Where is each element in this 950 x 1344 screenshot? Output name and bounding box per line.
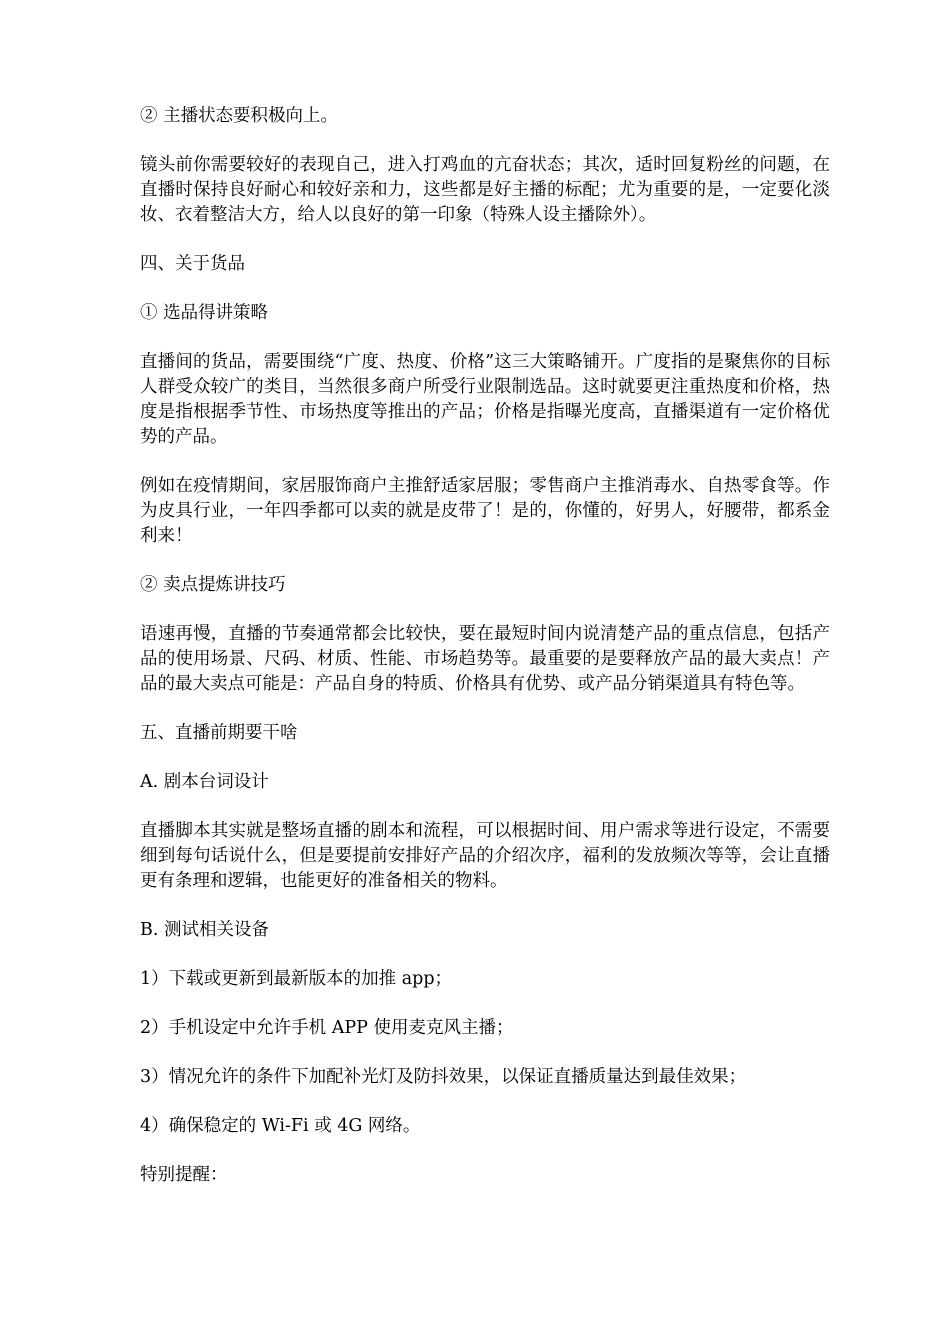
subheading-host-attitude: ② 主播状态要积极向上。 bbox=[140, 106, 339, 126]
section-heading-preparation: 五、直播前期要干啥 bbox=[140, 723, 298, 743]
subheading-script-design: A. 剧本台词设计 bbox=[140, 772, 269, 792]
list-item-download-app: 1）下载或更新到最新版本的加推 app； bbox=[140, 969, 453, 989]
paragraph-selling-points: 语速再慢，直播的节奏通常都会比较快，要在最短时间内说清楚产品的重点信息，包括产品的使用场景、尺码、材质、性能、市场趋势等。最重要的是要释放产品的最大卖点！产品的最大卖点可能是：产品自身的特质、价格具有优势、或产品分销渠道具有特色等。 bbox=[140, 624, 830, 694]
paragraph-selection-example: 例如在疫情期间，家居服饰商户主推舒适家居服；零售商户主推消毒水、自热零食等。作为皮具行业，一年四季都可以卖的就是皮带了！是的，你懂的，好男人，好腰带，都系金利来！ bbox=[140, 476, 830, 546]
paragraph-script-design: 直播脚本其实就是整场直播的剧本和流程，可以根据时间、用户需求等进行设定，不需要细到每句话说什么，但是要提前安排好产品的介绍次序，福利的发放频次等等，会让直播更有条理和逻辑，也能更好的准备相关的物料。 bbox=[140, 821, 830, 891]
list-item-network: 4）确保稳定的 Wi-Fi 或 4G 网络。 bbox=[140, 1116, 421, 1136]
subheading-selection-strategy: ① 选品得讲策略 bbox=[140, 303, 269, 323]
subheading-selling-points: ② 卖点提炼讲技巧 bbox=[140, 575, 286, 595]
list-item-microphone: 2）手机设定中允许手机 APP 使用麦克风主播； bbox=[140, 1018, 514, 1038]
special-reminder-label: 特别提醒： bbox=[140, 1165, 228, 1185]
list-item-fill-light: 3）情况允许的条件下加配补光灯及防抖效果，以保证直播质量达到最佳效果； bbox=[140, 1067, 747, 1087]
document-page bbox=[140, 104, 830, 1212]
subheading-device-testing: B. 测试相关设备 bbox=[140, 920, 269, 940]
paragraph-host-attitude: 镜头前你需要较好的表现自己，进入打鸡血的亢奋状态；其次，适时回复粉丝的问题，在直播时保持良好耐心和较好亲和力，这些都是好主播的标配；尤为重要的是，一定要化淡妆、衣着整洁大方，给人以良好的第一印象（特殊人设主播除外）。 bbox=[140, 155, 830, 225]
section-heading-goods: 四、关于货品 bbox=[140, 254, 245, 274]
paragraph-selection-strategy: 直播间的货品，需要围绕“广度、热度、价格”这三大策略铺开。广度指的是聚焦你的目标人群受众较广的类目，当然很多商户所受行业限制选品。这时就要更注重热度和价格，热度是指根据季节性、市场热度等推出的产品；价格是指曝光度高，直播渠道有一定价格优势的产品。 bbox=[140, 352, 830, 447]
